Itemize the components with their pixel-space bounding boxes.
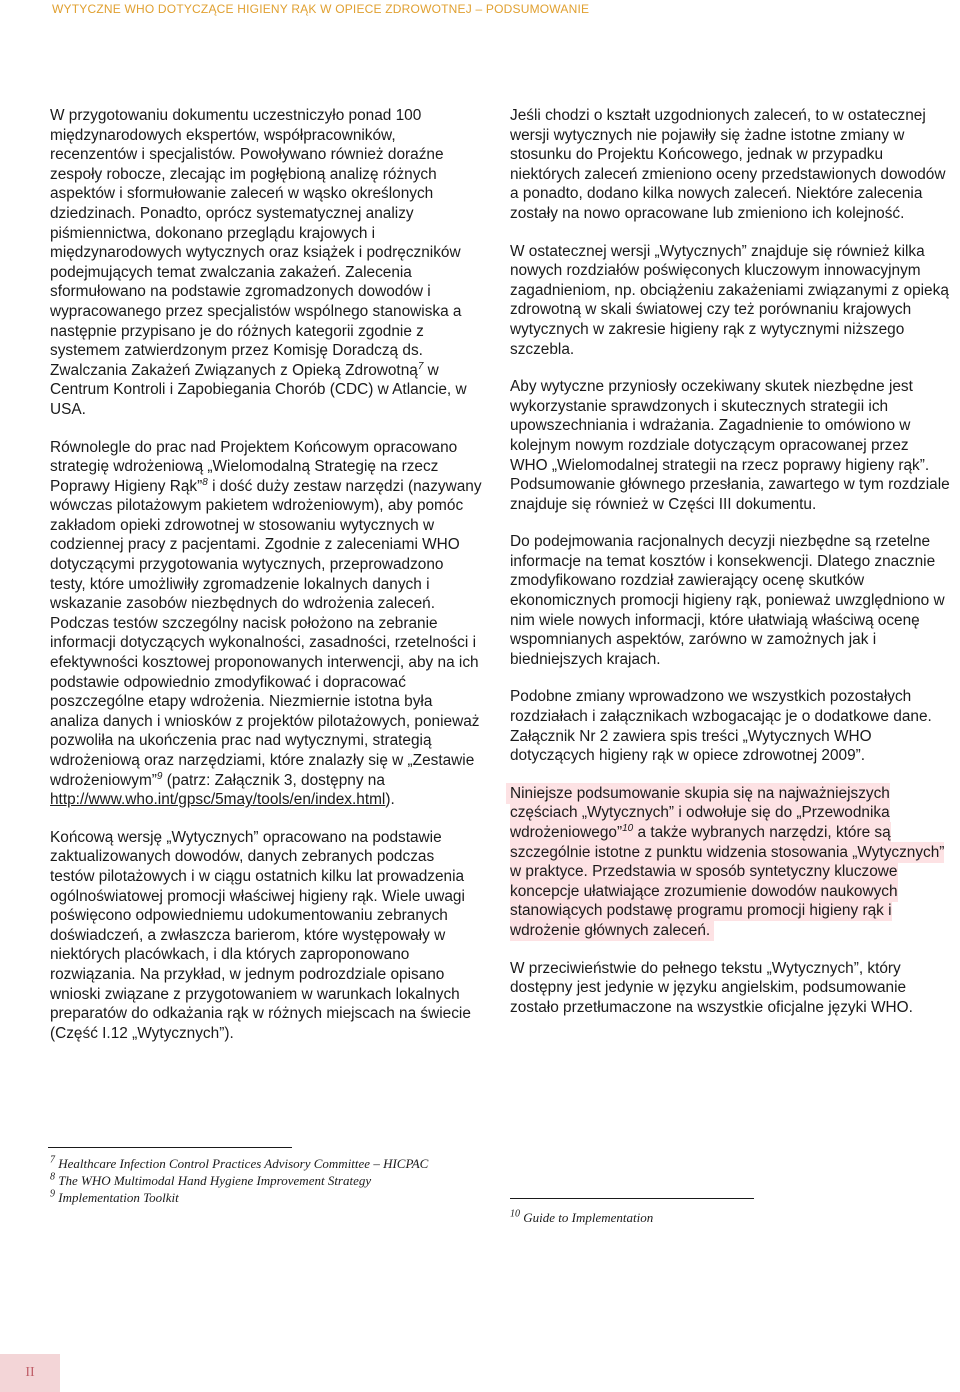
- running-header: [52, 2, 589, 16]
- paragraph-final-version: Końcową wersję „Wytycznych” opracowano na podstawie zaktualizowanych dowodów, danych zebranych podczas testów pilotażowych i w ciągu ostatnich kilku lat prowadzenia ogólnoświatowej promocji właściwej higieny rąk. Wiele uwagi poświęcono odpowiedniemu udokumentowaniu zebranych doświadczeń, a zwłaszcza barierom, które występowały w niektórych placówkach, i dla których zaproponowano rozwiązania. Na przykład, w jednym podrozdziale opisano wnioski związane z przygotowaniem w warunkach lokalnych preparatów do odkażania rąk w różnych miejscach na świecie (Część I.12 „Wytycznych”).: [50, 828, 471, 1042]
- footnote-ref-7[interactable]: 7: [417, 360, 424, 372]
- paragraph-appendices: Podobne zmiany wprowadzono we wszystkich pozostałych rozdziałach i załącznikach wzbogacając je o dodatkowe dane. Załącznik Nr 2 zawiera spis treści „Wytycznych WHO dotyczących higieny rąk w opiece zdrowotnej 2009”.: [510, 688, 932, 765]
- toolkit-link[interactable]: http://www.who.int/gpsc/5may/tools/en/index.html: [50, 791, 386, 809]
- right-column: [510, 106, 950, 1035]
- header-separator: –: [475, 2, 483, 16]
- footnote-9: $^9$ Implementation Toolkit: [50, 1188, 179, 1205]
- footnote-ref-10[interactable]: 10: [622, 822, 634, 834]
- footnote-divider-left: [48, 1147, 292, 1148]
- paragraph-summary-scope: [510, 784, 950, 941]
- document-title: WYTYCZNE WHO DOTYCZĄCE HIGIENY RĄK W OPIECE ZDROWOTNEJ: [52, 2, 472, 16]
- paragraph-recommendations: Jeśli chodzi o kształt uzgodnionych zaleceń, to w ostatecznej wersji wytycznych nie pojawiły się żadne istotne zmiany w stosunku do Projektu Końcowego, jednak w przypadku niektórych zaleceń zmieniono oceny przedstawionych dowodów a ponadto, dodano kilka nowych zaleceń. Niektóre zalecenia zostały na nowo opracowane lub zmieniono ich kolejność.: [510, 107, 946, 222]
- footnote-ref-9[interactable]: 9: [156, 770, 163, 782]
- highlighted-text: Niniejsze podsumowanie skupia się na najważniejszych częściach „Wytycznych” i odwołuje się do „Przewodnika wdrożeniowego”$^{10}$ a także wybranych narzędzi, które są szczególnie istotne z punktu widzenia stosowania „Wytycznych” w praktyce. Przedstawia w sposób syntetyczny kluczowe koncepcje ułatwiające zrozumienie dowodów naukowych stanowiących podstawę programu promocji higieny rąk i wdrożenie głównych zaleceń.: [506, 783, 944, 941]
- paragraph-contributors: W przygotowaniu dokumentu uczestniczyło ponad 100 międzynarodowych ekspertów, współpracowników, recenzentów i specjalistów. Powoływano również doraźne zespoły robocze, zlecając im pogłębioną analizę różnych aspektów i sformułowanie zaleceń w wąsko określonych dziedzinach. Ponadto, oprócz systematycznej analizy piśmiennictwa, dokonano przeglądu krajowych i międzynarodowych wytycznych oraz książek i podręczników podejmujących temat zwalczania zakażeń. Zalecenia sformułowano na podstawie zgromadzonych dowodów i wypracowanego przez specjalistów wspólnego stanowiska a następnie przypisano je do różnych kategorii zgodnie z systemem zatwierdzonym przez Komisję Doradczą ds. Zwalczania Zakażeń Związanych z Opieką Zdrowotną$^7$ w Centrum Kontroli i Zapobiegania Chorób (CDC) w Atlancie, w USA.: [50, 107, 467, 418]
- paragraph-strategy: Równolegle do prac nad Projektem Końcowym opracowano strategię wdrożeniową „Wielomodalną Strategię na rzecz Poprawy Higieny Rąk”$^8$ i dość duży zestaw narzędzi (nazywany wówczas pilotażowym pakietem wdrożeniowym), aby pomóc zakładom opieki zdrowotnej w stosowaniu wytycznych w codziennej pracy z pacjentami. Zgodnie z zaleceniami WHO dotyczącymi przygotowania wytycznych, przeprowadzono testy, które umożliwiły zgromadzenie lokalnych danych i wskazanie zasobów niezbędnych do wdrożenia zaleceń. Podczas testów szczególny nacisk położono na zebranie informacji dotyczących wykonalności, zasadności, rzetelności i efektywności kosztowej proponowanych interwencji, aby na ich podstawie odpowiednio zmodyfikować i dopracować poszczególne etapy wdrożenia. Niezmiernie istotna była analiza danych i wniosków z projektów pilotażowych, ponieważ pozwoliła na ukończenia prac nad wytycznymi, strategią wdrożeniową oraz narzędziami, które znalazły się w „Zestawie wdrożeniowym”$^9$ (patrz: Załącznik 3, dostępny na http://www.who.int/gpsc/5may/tools/en/index.html).: [50, 438, 482, 809]
- footnote-10: $^{10}$ Guide to Implementation: [510, 1208, 654, 1225]
- paragraph-costs: Do podejmowania racjonalnych decyzji niezbędne są rzetelne informacje na temat kosztów i konsekwencji. Dlatego znacznie zmodyfikowano rozdział zawierający ocenę skutków ekonomicznych promocji higieny rąk, ponieważ uwzględniono w nim wiele nowych informacji, które ułatwiają właściwą ocenę wspomnianych aspektów, zarówno w zamożnych jak i biedniejszych krajach.: [510, 533, 945, 668]
- left-column: [50, 106, 482, 1061]
- footnote-8: $^8$ The WHO Multimodal Hand Hygiene Improvement Strategy: [50, 1171, 372, 1188]
- page-number: II: [25, 1365, 35, 1380]
- footnote-divider-right: [510, 1198, 754, 1199]
- footnotes-right: [510, 1209, 940, 1226]
- footnotes-left: [50, 1155, 480, 1206]
- footnote-7: $^7$ Healthcare Infection Control Practices Advisory Committee – HICPAC: [50, 1154, 429, 1171]
- paragraph-new-chapters: W ostatecznej wersji „Wytycznych” znajduje się również kilka nowych rozdziałów poświęconych kluczowym innowacyjnym zagadnieniom, np. obciążeniu zakażeniami związanymi z opieką zdrowotną w skali światowej czy też porównaniu krajowych wytycznych w zakresie higieny rąk z wytycznymi niższego szczebla.: [510, 242, 949, 358]
- page-number-tab: [0, 1354, 60, 1392]
- paragraph-implementation: Aby wytyczne przyniosły oczekiwany skutek niezbędne jest wykorzystanie sprawdzonych i skutecznych strategii ich upowszechniania i wdrażania. Zagadnienie to omówiono w kolejnym nowym rozdziale dotyczącym opracowanej przez WHO „Wielomodalnej strategii na rzecz poprawy higieny rąk”. Podsumowanie głównego przesłania, zawartego w tym rozdziale znajduje się również w Części III dokumentu.: [510, 378, 950, 513]
- section-name: PODSUMOWANIE: [485, 2, 590, 16]
- footnote-ref-8[interactable]: 8: [202, 476, 208, 488]
- paragraph-translation: W przeciwieństwie do pełnego tekstu „Wytycznych”, który dostępny jest jedynie w języku angielskim, podsumowanie zostało przetłumaczone na wszystkie oficjalne języki WHO.: [510, 959, 913, 1016]
